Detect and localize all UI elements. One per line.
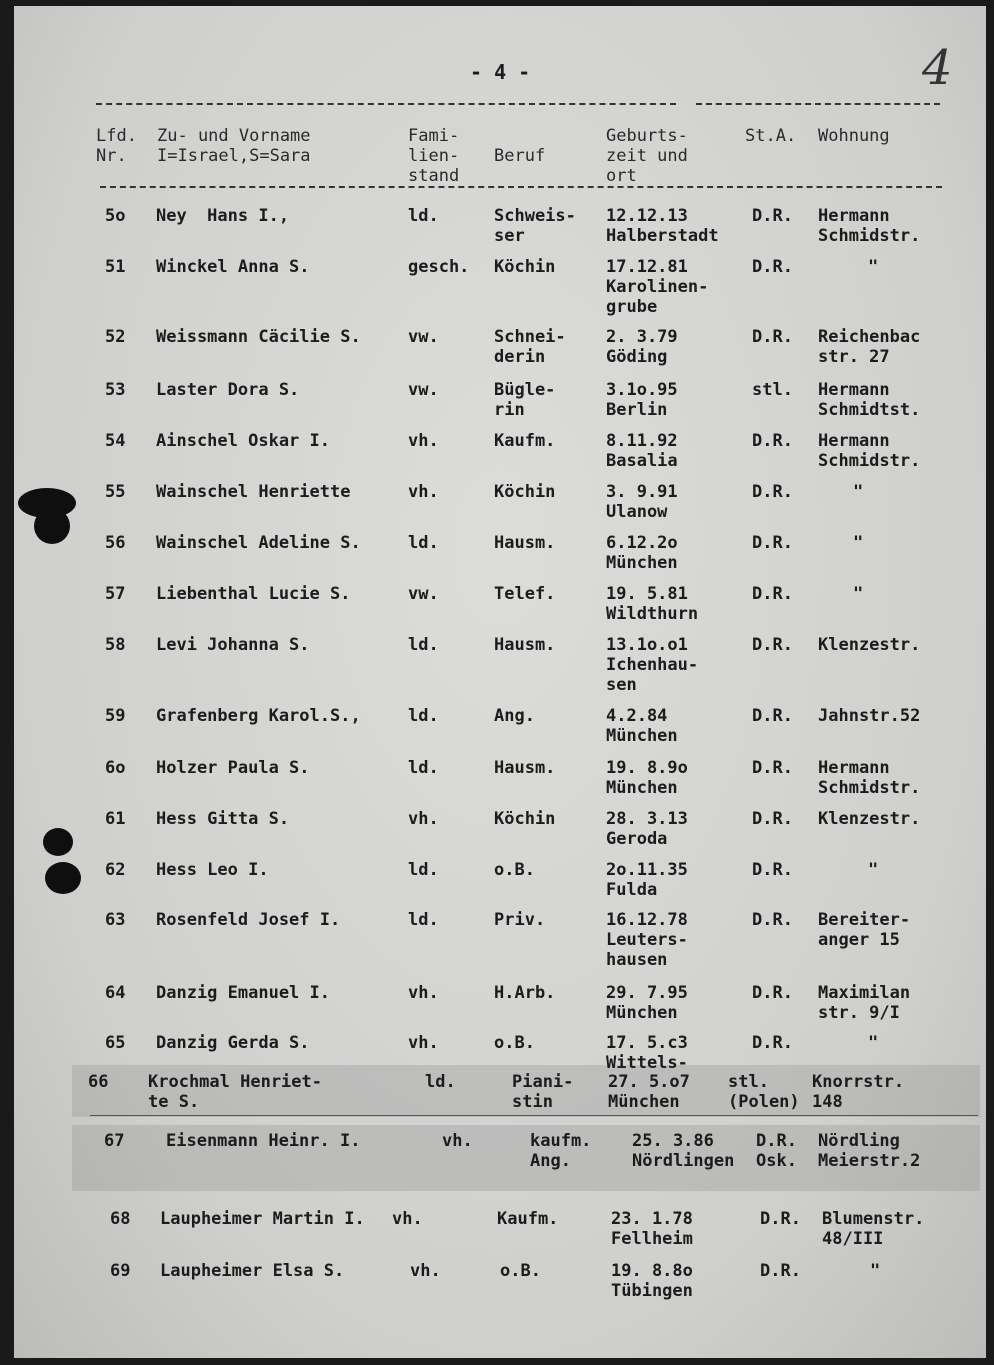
header-name: Zu- und Vorname I=Israel,S=Sara <box>157 126 311 166</box>
row-59-geburt: 4.2.84 München <box>606 706 678 746</box>
row-58-geburt: 13.1o.o1 Ichenhau- sen <box>606 635 699 695</box>
row-59-stand: ld. <box>408 706 439 726</box>
row-59-beruf: Ang. <box>494 706 535 726</box>
header-staatsangehoerigkeit: St.A. <box>745 126 797 146</box>
row-64-beruf: H.Arb. <box>494 983 556 1003</box>
row-66-wohnung: Knorrstr. 148 <box>812 1072 905 1112</box>
row-67-wohnung: Nördling Meierstr.2 <box>818 1131 921 1171</box>
header-geburt: Geburts- zeit und ort <box>606 126 688 186</box>
row-6o-sta: D.R. <box>752 758 793 778</box>
row-65-geburt: 17. 5.c3 Wittels- <box>606 1033 688 1073</box>
row-54-wohnung: Hermann Schmidstr. <box>818 431 921 471</box>
row-68-sta: D.R. <box>760 1209 801 1229</box>
row-63-geburt: 16.12.78 Leuters- hausen <box>606 910 688 970</box>
row-69-geburt: 19. 8.8o Tübingen <box>611 1261 693 1301</box>
row-63-nr: 63 <box>105 910 126 930</box>
row-64-name: Danzig Emanuel I. <box>156 983 330 1003</box>
row-58-beruf: Hausm. <box>494 635 556 655</box>
row-59-name: Grafenberg Karol.S., <box>156 706 361 726</box>
row-57-name: Liebenthal Lucie S. <box>156 584 351 604</box>
row-68-geburt: 23. 1.78 Fellheim <box>611 1209 693 1249</box>
header-wohnung: Wohnung <box>818 126 890 146</box>
row-67-stand: vh. <box>442 1131 473 1151</box>
row-67-name: Eisenmann Heinr. I. <box>166 1131 361 1151</box>
row-55-name: Wainschel Henriette <box>156 482 351 502</box>
row-62-wohnung: " <box>868 860 879 880</box>
header-rule <box>100 186 942 188</box>
row-65-beruf: o.B. <box>494 1033 535 1053</box>
row-5o-beruf: Schweis- ser <box>494 206 576 246</box>
row-56-stand: ld. <box>408 533 439 553</box>
row-54-beruf: Kaufm. <box>494 431 556 451</box>
header-beruf: Beruf <box>494 146 546 166</box>
row-65-stand: vh. <box>408 1033 439 1053</box>
row-6o-stand: ld. <box>408 758 439 778</box>
row-51-nr: 51 <box>105 257 126 277</box>
row-64-wohnung: Maximilan str. 9/I <box>818 983 911 1023</box>
row-67-nr: 67 <box>104 1131 125 1151</box>
row-68-beruf: Kaufm. <box>497 1209 559 1229</box>
row-67-beruf: kaufm. Ang. <box>530 1131 592 1171</box>
top-rule-right <box>696 103 940 105</box>
row-5o-geburt: 12.12.13 Halberstadt <box>606 206 719 246</box>
row-58-stand: ld. <box>408 635 439 655</box>
row-68-nr: 68 <box>110 1209 131 1229</box>
row-62-sta: D.R. <box>752 860 793 880</box>
row-52-nr: 52 <box>105 327 126 347</box>
row-53-geburt: 3.1o.95 Berlin <box>606 380 678 420</box>
row-61-name: Hess Gitta S. <box>156 809 290 829</box>
row-61-geburt: 28. 3.13 Geroda <box>606 809 688 849</box>
row-5o-sta: D.R. <box>752 206 793 226</box>
row-65-sta: D.R. <box>752 1033 793 1053</box>
row-64-geburt: 29. 7.95 München <box>606 983 688 1023</box>
row-63-wohnung: Bereiter- anger 15 <box>818 910 911 950</box>
row-61-wohnung: Klenzestr. <box>818 809 921 829</box>
row-66-stand: ld. <box>425 1072 456 1092</box>
row-58-sta: D.R. <box>752 635 793 655</box>
row-61-beruf: Köchin <box>494 809 556 829</box>
row-5o-name: Ney Hans I., <box>156 206 290 226</box>
row-68-wohnung: Blumenstr. 48/III <box>822 1209 925 1249</box>
row-52-stand: vw. <box>408 327 439 347</box>
row-55-stand: vh. <box>408 482 439 502</box>
row-53-wohnung: Hermann Schmidtst. <box>818 380 921 420</box>
row-58-name: Levi Johanna S. <box>156 635 310 655</box>
row-6o-geburt: 19. 8.9o München <box>606 758 688 798</box>
top-rule-left <box>96 103 676 105</box>
row-56-geburt: 6.12.2o München <box>606 533 678 573</box>
row-57-sta: D.R. <box>752 584 793 604</box>
row-51-wohnung: " <box>868 257 879 277</box>
row-5o-stand: ld. <box>408 206 439 226</box>
row-6o-wohnung: Hermann Schmidstr. <box>818 758 921 798</box>
punch-hole <box>45 862 81 894</box>
punch-hole <box>43 828 73 856</box>
row-63-name: Rosenfeld Josef I. <box>156 910 341 930</box>
row-53-sta: stl. <box>752 380 793 400</box>
row-59-wohnung: Jahnstr.52 <box>818 706 921 726</box>
row-54-nr: 54 <box>105 431 126 451</box>
row-56-wohnung: " <box>853 533 864 553</box>
row-55-geburt: 3. 9.91 Ulanow <box>606 482 678 522</box>
row-5o-nr: 5o <box>105 206 126 226</box>
row-65-name: Danzig Gerda S. <box>156 1033 310 1053</box>
row-66-name: Krochmal Henriet- te S. <box>148 1072 322 1112</box>
row-68-name: Laupheimer Martin I. <box>160 1209 365 1229</box>
row-61-stand: vh. <box>408 809 439 829</box>
row-66-beruf: Piani- stin <box>512 1072 574 1112</box>
row-63-stand: ld. <box>408 910 439 930</box>
row-53-name: Laster Dora S. <box>156 380 300 400</box>
row-52-sta: D.R. <box>752 327 793 347</box>
row-63-sta: D.R. <box>752 910 793 930</box>
row-54-geburt: 8.11.92 Basalia <box>606 431 678 471</box>
row-62-name: Hess Leo I. <box>156 860 269 880</box>
row-59-nr: 59 <box>105 706 126 726</box>
row-57-wohnung: " <box>853 584 864 604</box>
row-54-stand: vh. <box>408 431 439 451</box>
punch-hole <box>34 508 70 544</box>
row-56-name: Wainschel Adeline S. <box>156 533 361 553</box>
row-6o-beruf: Hausm. <box>494 758 556 778</box>
row-57-nr: 57 <box>105 584 126 604</box>
row-57-stand: vw. <box>408 584 439 604</box>
row-66-geburt: 27. 5.o7 München <box>608 1072 690 1112</box>
row-55-wohnung: " <box>853 482 864 502</box>
row-69-beruf: o.B. <box>500 1261 541 1281</box>
row-6o-name: Holzer Paula S. <box>156 758 310 778</box>
row-69-stand: vh. <box>410 1261 441 1281</box>
row-58-nr: 58 <box>105 635 126 655</box>
row-62-beruf: o.B. <box>494 860 535 880</box>
row-52-beruf: Schnei- derin <box>494 327 566 367</box>
row-69-name: Laupheimer Elsa S. <box>160 1261 345 1281</box>
row-68-stand: vh. <box>392 1209 423 1229</box>
row-52-wohnung: Reichenbac str. 27 <box>818 327 921 367</box>
row-51-geburt: 17.12.81 Karolinen- grube <box>606 257 709 317</box>
row-53-beruf: Bügle- rin <box>494 380 556 420</box>
row-54-name: Ainschel Oskar I. <box>156 431 330 451</box>
row-66-sta: stl. (Polen) <box>728 1072 800 1112</box>
row-63-beruf: Priv. <box>494 910 546 930</box>
row-57-beruf: Telef. <box>494 584 556 604</box>
row-56-beruf: Hausm. <box>494 533 556 553</box>
row-61-nr: 61 <box>105 809 126 829</box>
row-69-sta: D.R. <box>760 1261 801 1281</box>
row-51-stand: gesch. <box>408 257 470 277</box>
row-59-sta: D.R. <box>752 706 793 726</box>
row-65-nr: 65 <box>105 1033 126 1053</box>
row-55-sta: D.R. <box>752 482 793 502</box>
row-61-sta: D.R. <box>752 809 793 829</box>
row-56-sta: D.R. <box>752 533 793 553</box>
row-51-sta: D.R. <box>752 257 793 277</box>
row-62-nr: 62 <box>105 860 126 880</box>
row-67-geburt: 25. 3.86 Nördlingen <box>632 1131 735 1171</box>
header-familienstand: Fami- lien- stand <box>408 126 460 186</box>
row-55-beruf: Köchin <box>494 482 556 502</box>
row-65-wohnung: " <box>868 1033 879 1053</box>
row-54-sta: D.R. <box>752 431 793 451</box>
row-53-stand: vw. <box>408 380 439 400</box>
row-62-stand: ld. <box>408 860 439 880</box>
row-69-wohnung: " <box>870 1261 881 1281</box>
row-51-beruf: Köchin <box>494 257 556 277</box>
row-6o-nr: 6o <box>105 758 126 778</box>
strip-divider <box>90 1115 978 1116</box>
row-69-nr: 69 <box>110 1261 131 1281</box>
row-64-stand: vh. <box>408 983 439 1003</box>
row-64-nr: 64 <box>105 983 126 1003</box>
row-66-nr: 66 <box>88 1072 109 1092</box>
row-56-nr: 56 <box>105 533 126 553</box>
row-5o-wohnung: Hermann Schmidstr. <box>818 206 921 246</box>
row-62-geburt: 2o.11.35 Fulda <box>606 860 688 900</box>
row-67-sta: D.R. Osk. <box>756 1131 797 1171</box>
row-51-name: Winckel Anna S. <box>156 257 310 277</box>
row-52-name: Weissmann Cäcilie S. <box>156 327 361 347</box>
header-lfd-nr: Lfd. Nr. <box>96 126 137 166</box>
row-57-geburt: 19. 5.81 Wildthurn <box>606 584 699 624</box>
row-53-nr: 53 <box>105 380 126 400</box>
row-58-wohnung: Klenzestr. <box>818 635 921 655</box>
page-number: - 4 - <box>470 60 531 84</box>
row-55-nr: 55 <box>105 482 126 502</box>
row-64-sta: D.R. <box>752 983 793 1003</box>
handwritten-page-mark: 4 <box>922 40 953 96</box>
row-52-geburt: 2. 3.79 Göding <box>606 327 678 367</box>
